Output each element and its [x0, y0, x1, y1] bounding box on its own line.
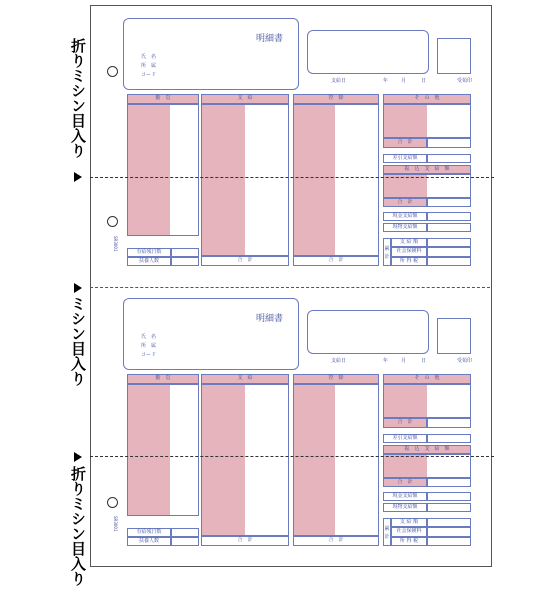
attendance-shade	[128, 385, 170, 515]
other-shade	[384, 105, 427, 137]
other-header: そ の 他	[383, 374, 471, 384]
dependents-value	[171, 257, 199, 266]
binding-hole	[107, 216, 118, 227]
payslip-lower	[91, 286, 491, 566]
stamp-box	[437, 318, 471, 354]
fold-perforation-label-top: 折りミシン目入り	[69, 38, 87, 158]
cum-pay-label: 支 給 額	[391, 518, 427, 527]
stamp-label: 受領印	[457, 78, 473, 84]
attendance-shade	[128, 105, 170, 235]
attendance-header: 勤 怠	[127, 374, 199, 384]
transfer-total-value	[427, 478, 471, 487]
dept-label: 所 属	[141, 63, 157, 69]
payment-header: 支 給	[201, 94, 289, 104]
dependents-label: 扶養人数	[127, 537, 171, 546]
month-label: 月	[401, 358, 407, 364]
goods-value	[427, 223, 471, 232]
goods-value	[427, 503, 471, 512]
dependents-label: 扶養人数	[127, 257, 171, 266]
cum-insurance-label: 社会保険料	[391, 247, 427, 257]
perforation-label-middle: ミシン目入り	[69, 296, 87, 386]
other-total-value	[427, 418, 471, 428]
form-code: SR3001	[113, 516, 118, 532]
payment-shade	[202, 385, 245, 535]
payment-shade	[202, 105, 245, 255]
cum-pay-label: 支 給 額	[391, 238, 427, 247]
payment-header: 支 給	[201, 374, 289, 384]
transfer-shade	[384, 175, 427, 197]
slip-title: 明細書	[256, 314, 284, 324]
pay-date-label: 支給日	[331, 358, 347, 364]
diff-label: 差引支給額	[383, 154, 427, 163]
stamp-box	[437, 38, 471, 74]
binding-hole	[107, 66, 118, 77]
code-label: コード	[141, 352, 157, 358]
paid-leave-label: 有給残日数	[127, 248, 171, 257]
payment-total-label: 合 計	[201, 256, 289, 266]
day-label: 日	[421, 358, 427, 364]
transfer-header: 振 込 支 給 額	[383, 445, 471, 454]
perforation-line-middle	[90, 287, 490, 288]
cumulative-label: 累計	[383, 518, 391, 546]
deduction-total-label: 合 計	[293, 536, 379, 546]
transfer-header: 振 込 支 給 額	[383, 165, 471, 174]
day-label: 日	[421, 78, 427, 84]
dependents-value	[171, 537, 199, 546]
attendance-header: 勤 怠	[127, 94, 199, 104]
paid-leave-value	[171, 248, 199, 257]
other-total-label: 合 計	[383, 418, 427, 428]
other-header: そ の 他	[383, 94, 471, 104]
month-label: 月	[401, 78, 407, 84]
cum-insurance-value	[427, 527, 471, 537]
diff-label: 差引支給額	[383, 434, 427, 443]
cum-tax-value	[427, 257, 471, 266]
dept-label: 所 属	[141, 343, 157, 349]
name-label: 氏 名	[141, 334, 157, 340]
cumulative-label: 累計	[383, 238, 391, 266]
cum-pay-value	[427, 518, 471, 527]
deduction-header: 控 除	[293, 94, 379, 104]
cum-pay-value	[427, 238, 471, 247]
deduction-shade	[294, 385, 335, 535]
other-total-value	[427, 138, 471, 148]
date-box	[307, 310, 429, 354]
cum-insurance-label: 社会保険料	[391, 527, 427, 537]
cash-label: 現金支給額	[383, 212, 427, 221]
payslip-sheet	[90, 5, 492, 567]
cum-tax-label: 所 得 税	[391, 257, 427, 266]
other-total-label: 合 計	[383, 138, 427, 148]
name-label: 氏 名	[141, 54, 157, 60]
payslip-upper	[91, 6, 491, 286]
year-label: 年	[383, 358, 389, 364]
arrow-top	[74, 172, 82, 182]
year-label: 年	[383, 78, 389, 84]
arrow-middle	[74, 283, 82, 293]
form-code: SR3001	[113, 236, 118, 252]
other-shade	[384, 385, 427, 417]
goods-label: 現物支給額	[383, 223, 427, 232]
pay-date-label: 支給日	[331, 78, 347, 84]
cum-insurance-value	[427, 247, 471, 257]
transfer-shade	[384, 455, 427, 477]
deduction-header: 控 除	[293, 374, 379, 384]
transfer-total-value	[427, 198, 471, 207]
fold-perforation-label-bottom: 折りミシン目入り	[69, 466, 87, 586]
paid-leave-label: 有給残日数	[127, 528, 171, 537]
fold-line-lower	[90, 456, 494, 457]
arrow-bottom	[74, 452, 82, 462]
cash-value	[427, 212, 471, 221]
deduction-shade	[294, 105, 335, 255]
goods-label: 現物支給額	[383, 503, 427, 512]
paid-leave-value	[171, 528, 199, 537]
stamp-label: 受領印	[457, 358, 473, 364]
diff-value	[427, 154, 471, 163]
date-box	[307, 30, 429, 74]
transfer-total-label: 合 計	[383, 198, 427, 207]
transfer-total-label: 合 計	[383, 478, 427, 487]
cum-tax-label: 所 得 税	[391, 537, 427, 546]
diff-value	[427, 434, 471, 443]
cash-label: 現金支給額	[383, 492, 427, 501]
cash-value	[427, 492, 471, 501]
slip-title: 明細書	[256, 34, 284, 44]
fold-line-upper	[90, 177, 494, 178]
binding-hole	[107, 497, 118, 508]
payment-total-label: 合 計	[201, 536, 289, 546]
code-label: コード	[141, 72, 157, 78]
cum-tax-value	[427, 537, 471, 546]
deduction-total-label: 合 計	[293, 256, 379, 266]
